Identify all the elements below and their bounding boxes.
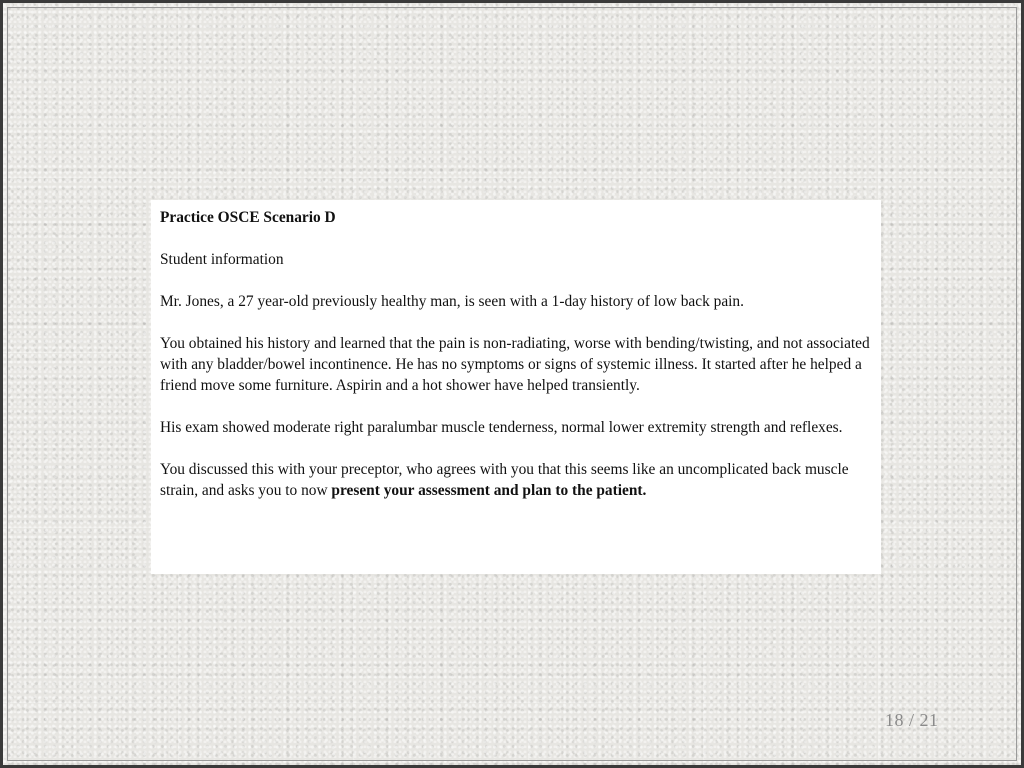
page-counter — [885, 710, 939, 731]
paragraph-history: You obtained his history and learned that the pain is non-radiating, worse with bending/twisting, and not associated with any bladder/bowel incontinence. He has no symptoms or signs of systemic illness. It started after he helped a friend move some furniture. Aspirin and a hot shower have helped transiently. — [160, 335, 870, 394]
document-subtitle: Student information — [160, 251, 284, 268]
total-pages: / 21 — [909, 710, 939, 730]
paragraph-patient-intro: Mr. Jones, a 27 year-old previously healthy man, is seen with a 1-day history of low back pain. — [160, 293, 744, 310]
task-text: You discussed this with your preceptor, who agrees with you that this seems like an uncomplicated back muscle strain, and asks you to now — [160, 461, 849, 499]
paragraph-task — [160, 459, 871, 501]
task-instruction-bold: present your assessment and plan to the patient. — [331, 482, 647, 499]
current-page-number: 18 — [885, 710, 904, 730]
paragraph-exam: His exam showed moderate right paralumbar muscle tenderness, normal lower extremity strength and reflexes. — [160, 419, 843, 436]
scenario-document — [151, 200, 881, 574]
document-title: Practice OSCE Scenario D — [160, 209, 336, 226]
